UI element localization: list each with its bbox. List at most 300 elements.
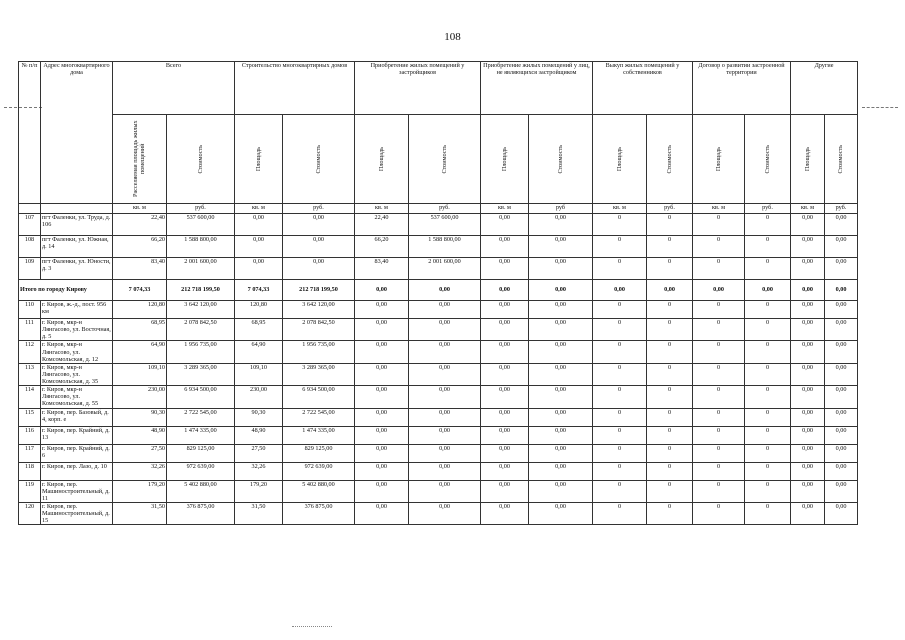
row-value: 0,00 — [481, 301, 529, 319]
row-value: 0,00 — [355, 363, 409, 385]
row-number: 114 — [19, 386, 41, 408]
row-value: 68,95 — [235, 319, 283, 341]
row-value: 0,00 — [529, 386, 593, 408]
row-value: 0 — [693, 258, 745, 280]
row-address: г. Киров, пер. Базовый, д. 4, корп. е — [41, 408, 113, 426]
total-label: Итого по городу Кирову — [19, 280, 113, 301]
header-sub-label: Площадь — [500, 146, 508, 172]
row-value: 0,00 — [409, 426, 481, 444]
row-value: 0 — [745, 408, 791, 426]
row-value: 0,00 — [791, 408, 825, 426]
row-value: 0 — [693, 426, 745, 444]
units-cell — [41, 204, 113, 214]
row-value: 0 — [593, 502, 647, 524]
row-value: 0 — [693, 214, 745, 236]
row-value: 1 956 735,00 — [283, 341, 355, 363]
row-value: 0,00 — [791, 426, 825, 444]
total-cell: 212 718 199,50 — [167, 280, 235, 301]
row-number: 113 — [19, 363, 41, 385]
row-value: 537 600,00 — [409, 214, 481, 236]
row-value: 0,00 — [529, 341, 593, 363]
row-value: 0 — [693, 301, 745, 319]
row-value: 0,00 — [235, 258, 283, 280]
row-value: 0,00 — [355, 386, 409, 408]
row-value: 68,95 — [113, 319, 167, 341]
header-sub-label: Стоимость — [314, 144, 322, 174]
row-value: 0 — [693, 408, 745, 426]
row-value: 66,20 — [355, 236, 409, 258]
row-value: 0,00 — [481, 480, 529, 502]
row-value: 0 — [647, 214, 693, 236]
table-body-total — [19, 280, 858, 301]
row-value: 2 001 600,00 — [167, 258, 235, 280]
table-row — [19, 341, 858, 363]
row-value: 0,00 — [481, 408, 529, 426]
row-value: 1 474 335,00 — [167, 426, 235, 444]
header-sub-label: Площадь — [714, 146, 722, 172]
row-number: 109 — [19, 258, 41, 280]
header-group-purchase-developers: Приобретение жилых помещений у застройщиков — [355, 62, 481, 115]
row-value: 32,26 — [113, 462, 167, 480]
row-value: 0,00 — [481, 502, 529, 524]
row-value: 0 — [693, 386, 745, 408]
row-value: 0 — [647, 363, 693, 385]
row-value: 0 — [693, 502, 745, 524]
row-value: 0 — [693, 341, 745, 363]
row-value: 0,00 — [355, 301, 409, 319]
row-value: 0,00 — [409, 480, 481, 502]
row-number: 112 — [19, 341, 41, 363]
row-value: 5 402 880,00 — [283, 480, 355, 502]
row-value: 0 — [745, 462, 791, 480]
units-cell: руб. — [825, 204, 858, 214]
row-value: 0,00 — [825, 319, 858, 341]
row-address: г. Киров, пер. Машиностроительный, д. 11 — [41, 480, 113, 502]
row-value: 0,00 — [355, 341, 409, 363]
table-row — [19, 426, 858, 444]
row-value: 0,00 — [825, 236, 858, 258]
row-value: 0,00 — [409, 363, 481, 385]
row-value: 0,00 — [825, 363, 858, 385]
row-value: 0,00 — [791, 480, 825, 502]
table-row — [19, 386, 858, 408]
header-sub-cell — [825, 115, 858, 204]
header-group-total: Всего — [113, 62, 235, 115]
row-address: пгт Фаленки, ул. Труда, д. 106 — [41, 214, 113, 236]
row-value: 1 588 800,00 — [167, 236, 235, 258]
row-value: 0 — [593, 480, 647, 502]
row-value: 0,00 — [409, 408, 481, 426]
row-value: 3 289 365,00 — [167, 363, 235, 385]
row-value: 83,40 — [355, 258, 409, 280]
row-value: 0 — [745, 444, 791, 462]
row-value: 1 474 335,00 — [283, 426, 355, 444]
table-row — [19, 214, 858, 236]
units-cell: кв. м — [593, 204, 647, 214]
row-number: 116 — [19, 426, 41, 444]
row-value: 0 — [593, 319, 647, 341]
row-value: 0,00 — [235, 236, 283, 258]
header-sub-cell — [113, 115, 167, 204]
table-row — [19, 502, 858, 524]
row-value: 0,00 — [355, 444, 409, 462]
row-value: 0,00 — [791, 502, 825, 524]
row-value: 0 — [593, 214, 647, 236]
units-cell: руб. — [409, 204, 481, 214]
row-number: 108 — [19, 236, 41, 258]
total-cell: 0,00 — [355, 280, 409, 301]
row-value: 0,00 — [481, 444, 529, 462]
total-cell: 0,00 — [745, 280, 791, 301]
row-value: 0,00 — [791, 462, 825, 480]
row-value: 0,00 — [409, 386, 481, 408]
total-cell: 0,00 — [529, 280, 593, 301]
row-value: 0,00 — [481, 363, 529, 385]
row-value: 22,40 — [355, 214, 409, 236]
row-value: 2 078 842,50 — [167, 319, 235, 341]
units-cell — [19, 204, 41, 214]
row-value: 0,00 — [529, 444, 593, 462]
row-value: 1 956 735,00 — [167, 341, 235, 363]
row-number: 120 — [19, 502, 41, 524]
row-number: 111 — [19, 319, 41, 341]
row-value: 0,00 — [409, 444, 481, 462]
row-value: 376 875,00 — [283, 502, 355, 524]
row-value: 120,80 — [235, 301, 283, 319]
units-cell: руб — [529, 204, 593, 214]
header-sub-cell — [647, 115, 693, 204]
row-value: 0,00 — [825, 258, 858, 280]
row-value: 0 — [593, 462, 647, 480]
row-value: 0 — [647, 462, 693, 480]
row-value: 0 — [647, 319, 693, 341]
total-cell: 0,00 — [647, 280, 693, 301]
header-sub-label: Площадь — [615, 146, 623, 172]
row-value: 0 — [745, 386, 791, 408]
row-value: 0 — [593, 341, 647, 363]
row-value: 0 — [693, 462, 745, 480]
table-body-upper — [19, 214, 858, 280]
row-value: 0,00 — [481, 341, 529, 363]
header-sub-label: Стоимость — [196, 144, 204, 174]
row-value: 0 — [647, 341, 693, 363]
row-value: 0 — [593, 363, 647, 385]
row-value: 230,00 — [235, 386, 283, 408]
row-value: 83,40 — [113, 258, 167, 280]
row-value: 0 — [745, 319, 791, 341]
header-sub-label: Площадь — [377, 146, 385, 172]
row-value: 0,00 — [529, 301, 593, 319]
row-value: 0 — [647, 480, 693, 502]
row-value: 0 — [745, 480, 791, 502]
row-value: 64,90 — [113, 341, 167, 363]
row-value: 972 639,00 — [283, 462, 355, 480]
row-value: 0,00 — [825, 502, 858, 524]
row-value: 0,00 — [235, 214, 283, 236]
row-value: 0 — [745, 502, 791, 524]
row-value: 829 125,00 — [283, 444, 355, 462]
table-row — [19, 480, 858, 502]
row-value: 66,20 — [113, 236, 167, 258]
row-value: 0,00 — [825, 462, 858, 480]
table-row — [19, 363, 858, 385]
row-value: 27,50 — [235, 444, 283, 462]
row-value: 0,00 — [529, 214, 593, 236]
row-value: 0,00 — [791, 386, 825, 408]
row-value: 0,00 — [825, 386, 858, 408]
row-value: 0 — [593, 386, 647, 408]
units-cell: кв. м — [113, 204, 167, 214]
row-value: 0 — [745, 236, 791, 258]
table-row — [19, 319, 858, 341]
row-value: 0 — [647, 301, 693, 319]
row-value: 0 — [593, 408, 647, 426]
table-body-lower — [19, 301, 858, 525]
header-sub-label: Стоимость — [665, 144, 673, 174]
row-value: 90,30 — [113, 408, 167, 426]
row-address: г. Киров, пер. Лазо, д. 10 — [41, 462, 113, 480]
row-value: 0 — [647, 258, 693, 280]
row-value: 0,00 — [825, 480, 858, 502]
row-value: 32,26 — [235, 462, 283, 480]
total-cell: 0,00 — [791, 280, 825, 301]
header-sub-label: Стоимость — [837, 144, 845, 174]
header-sub-label: Площадь — [254, 146, 262, 172]
row-address: пгт Фаленки, ул. Юности, д. 3 — [41, 258, 113, 280]
row-value: 0,00 — [529, 258, 593, 280]
row-value: 48,90 — [235, 426, 283, 444]
row-value: 0,00 — [283, 214, 355, 236]
row-value: 0,00 — [355, 319, 409, 341]
table-row — [19, 444, 858, 462]
row-number: 107 — [19, 214, 41, 236]
units-cell: кв. м — [791, 204, 825, 214]
row-value: 0 — [593, 301, 647, 319]
row-address: г. Киров, мкр-н Лянгасово, ул. Комсомольская, д. 55 — [41, 386, 113, 408]
row-value: 0,00 — [529, 236, 593, 258]
row-value: 0,00 — [825, 408, 858, 426]
row-value: 0 — [693, 363, 745, 385]
row-value: 179,20 — [113, 480, 167, 502]
row-value: 0,00 — [791, 444, 825, 462]
header-sub-cell — [167, 115, 235, 204]
header-sub-label: Расселяемая площадь жилых помещений — [132, 120, 147, 198]
header-sub-label: Площадь — [803, 146, 811, 172]
row-value: 0 — [647, 426, 693, 444]
row-value: 0 — [745, 363, 791, 385]
row-value: 0 — [745, 214, 791, 236]
row-value: 0 — [693, 480, 745, 502]
row-value: 2 001 600,00 — [409, 258, 481, 280]
row-value: 0,00 — [481, 236, 529, 258]
header-sub-cell — [593, 115, 647, 204]
row-value: 1 588 800,00 — [409, 236, 481, 258]
units-cell: руб. — [647, 204, 693, 214]
row-value: 0 — [745, 426, 791, 444]
header-sub-label: Стоимость — [440, 144, 448, 174]
total-cell: 7 074,33 — [235, 280, 283, 301]
header-sub-cell — [693, 115, 745, 204]
row-value: 0,00 — [791, 301, 825, 319]
row-value: 0,00 — [529, 462, 593, 480]
row-value: 179,20 — [235, 480, 283, 502]
header-group-construction: Строительство многоквартирных домов — [235, 62, 355, 115]
row-value: 0,00 — [481, 319, 529, 341]
row-value: 0,00 — [481, 462, 529, 480]
row-value: 27,50 — [113, 444, 167, 462]
row-value: 0,00 — [481, 214, 529, 236]
row-value: 0 — [693, 444, 745, 462]
table-row — [19, 258, 858, 280]
row-value: 0 — [647, 502, 693, 524]
row-value: 0,00 — [409, 319, 481, 341]
row-value: 0,00 — [355, 480, 409, 502]
row-value: 0 — [593, 444, 647, 462]
header-address: Адрес многоквартирного дома — [41, 62, 113, 204]
row-value: 829 125,00 — [167, 444, 235, 462]
scan-artifact-line — [862, 107, 898, 108]
row-value: 0 — [745, 301, 791, 319]
row-address: г. Киров, пер. Крайний, д. 13 — [41, 426, 113, 444]
header-no: № п/п — [19, 62, 41, 204]
row-value: 0,00 — [355, 502, 409, 524]
row-value: 0 — [593, 236, 647, 258]
row-value: 6 934 500,00 — [167, 386, 235, 408]
row-address: г. Киров, мкр-н Лянгасово, ул. Восточная, д. 5 — [42, 319, 111, 341]
row-value: 0,00 — [791, 363, 825, 385]
row-value: 0 — [647, 386, 693, 408]
row-address: г. Киров, мкр-н Лянгасово, ул. Комсомольская, д. 35 — [41, 363, 113, 385]
row-value: 48,90 — [113, 426, 167, 444]
row-number: 110 — [19, 301, 41, 319]
header-sub-cell — [791, 115, 825, 204]
row-value: 0 — [647, 236, 693, 258]
row-number: 115 — [19, 408, 41, 426]
scan-artifact-marks — [292, 620, 332, 627]
row-value: 0,00 — [825, 214, 858, 236]
row-value: 3 642 120,00 — [167, 301, 235, 319]
header-sub-cell — [745, 115, 791, 204]
row-value: 0 — [693, 236, 745, 258]
row-value: 0,00 — [409, 301, 481, 319]
header-sub-cell — [355, 115, 409, 204]
total-cell: 0,00 — [825, 280, 858, 301]
total-cell: 0,00 — [593, 280, 647, 301]
row-value: 0 — [593, 258, 647, 280]
units-cell: кв. м — [481, 204, 529, 214]
row-value: 0,00 — [825, 426, 858, 444]
header-sub-cell — [481, 115, 529, 204]
total-cell: 0,00 — [693, 280, 745, 301]
header-sub-cell — [409, 115, 481, 204]
row-value: 3 289 365,00 — [283, 363, 355, 385]
row-value: 0 — [693, 319, 745, 341]
row-value: 0 — [647, 408, 693, 426]
row-value: 0 — [745, 258, 791, 280]
row-value: 972 639,00 — [167, 462, 235, 480]
row-value: 0,00 — [355, 426, 409, 444]
header-sub-label: Стоимость — [556, 144, 564, 174]
row-value: 0,00 — [409, 502, 481, 524]
row-value: 0,00 — [283, 236, 355, 258]
row-value: 0,00 — [825, 341, 858, 363]
units-cell: руб. — [745, 204, 791, 214]
row-value: 0,00 — [355, 408, 409, 426]
table-row — [19, 462, 858, 480]
header-sub-cell — [529, 115, 593, 204]
row-value: 2 078 842,50 — [283, 319, 355, 341]
row-value: 0,00 — [283, 258, 355, 280]
row-value: 0,00 — [791, 236, 825, 258]
row-value: 0,00 — [355, 462, 409, 480]
row-address: г. Киров, пер. Машиностроительный, д. 15 — [41, 502, 113, 524]
units-cell: кв. м — [235, 204, 283, 214]
row-value: 0 — [593, 426, 647, 444]
units-row — [19, 204, 858, 214]
row-value: 109,10 — [235, 363, 283, 385]
row-value: 0,00 — [791, 214, 825, 236]
row-value: 3 642 120,00 — [283, 301, 355, 319]
page-number: 108 — [444, 31, 461, 43]
total-cell: 0,00 — [481, 280, 529, 301]
row-value: 0,00 — [825, 444, 858, 462]
header-group-buyout: Выкуп жилых помещений у собственников — [593, 62, 693, 115]
row-value: 31,50 — [113, 502, 167, 524]
row-address: г. Киров, пер. Крайний, д. 6 — [41, 444, 113, 462]
row-value: 64,90 — [235, 341, 283, 363]
row-address: г. Киров, мкр-н Лянгасово, ул. Комсомольская, д. 12 — [41, 341, 113, 363]
row-number: 119 — [19, 480, 41, 502]
row-value: 0 — [745, 341, 791, 363]
row-value: 0,00 — [791, 258, 825, 280]
row-address: г. Киров, ж.-д., пост. 956 км — [41, 301, 113, 319]
row-value: 0,00 — [409, 341, 481, 363]
row-value: 376 875,00 — [167, 502, 235, 524]
header-group-development-contract: Договор о развитии застроенной территории — [693, 62, 791, 115]
row-value: 0,00 — [529, 319, 593, 341]
row-number: 117 — [19, 444, 41, 462]
row-value: 0,00 — [529, 408, 593, 426]
row-value: 2 722 545,00 — [167, 408, 235, 426]
header-sub-cell — [283, 115, 355, 204]
row-value: 31,50 — [235, 502, 283, 524]
row-value: 0,00 — [825, 301, 858, 319]
row-value: 0,00 — [529, 480, 593, 502]
header-group-purchase-others: Приобретение жилых помещений у лиц, не являющихся застройщиком — [481, 62, 593, 115]
row-value: 22,40 — [113, 214, 167, 236]
row-address: пгт Фаленки, ул. Южная, д. 14 — [41, 236, 113, 258]
units-cell: руб. — [167, 204, 235, 214]
row-value: 0,00 — [529, 363, 593, 385]
row-value: 6 934 500,00 — [283, 386, 355, 408]
row-value: 2 722 545,00 — [283, 408, 355, 426]
row-value: 0,00 — [791, 341, 825, 363]
row-number: 118 — [19, 462, 41, 480]
table-row — [19, 408, 858, 426]
row-value: 0,00 — [409, 462, 481, 480]
units-cell: кв. м — [355, 204, 409, 214]
row-value: 90,30 — [235, 408, 283, 426]
row-value: 109,10 — [113, 363, 167, 385]
header-sub-row — [19, 115, 858, 204]
row-value: 0,00 — [791, 319, 825, 341]
row-value: 0 — [647, 444, 693, 462]
units-cell: кв. м — [693, 204, 745, 214]
table-row — [19, 301, 858, 319]
header-sub-cell — [235, 115, 283, 204]
row-value: 0,00 — [529, 426, 593, 444]
row-value: 537 600,00 — [167, 214, 235, 236]
